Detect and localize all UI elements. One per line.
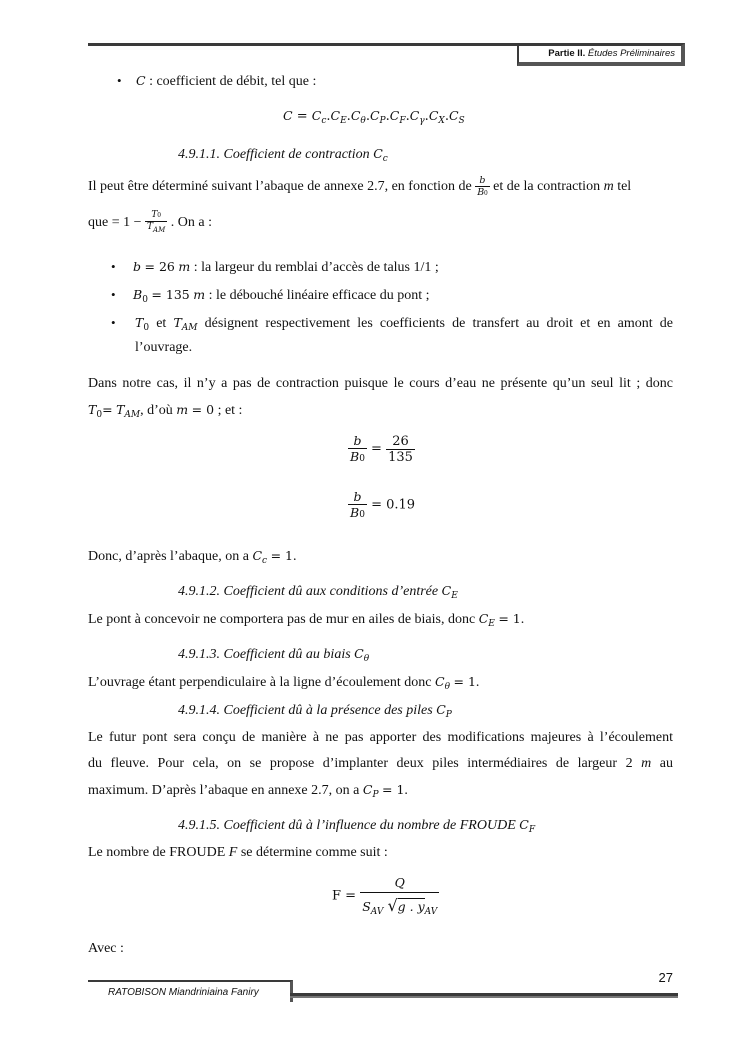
header-title: Études Préliminaires <box>587 48 675 59</box>
s1-para3-line2: $T_0= T_{AM}$, d’où m = 0 ; et : <box>88 402 243 420</box>
intro-bullet: C : coefficient de débit, tel que : <box>136 73 317 89</box>
header-tab: Partie II. Études Préliminaires <box>517 43 685 66</box>
heading-4-9-1-2: 4.9.1.2. Coefficient dû aux conditions d’entrée $C_E$ <box>178 583 458 601</box>
s5-text: Le nombre de FROUDE F se détermine comme suit : <box>88 845 388 860</box>
s1-para1: Il peut être déterminé suivant l’abaque de annexe 2.7, en fonction de $\frac{b}{B0}$ et de la contraction m tel <box>88 175 632 198</box>
bullet-dot: • <box>111 315 116 330</box>
s2-text: Le pont à concevoir ne comportera pas de mur en ailes de biais, donc $C_E = 1$. <box>88 611 525 629</box>
heading-4-9-1-5: 4.9.1.5. Coefficient dû à l’influence du nombre de FROUDE $C_F$ <box>178 817 536 835</box>
footer-rule <box>290 993 678 998</box>
formula-c: $C = C_c.C_E.C_\theta.C_P.C_F.C_\gamma.C_X.C_S$ <box>283 108 465 126</box>
bullet-b0: $B_0 = 135$ m : le débouché linéaire efficace du pont ; <box>133 287 430 305</box>
heading-4-9-1-4: 4.9.1.4. Coefficient dû à la présence des piles $C_P$ <box>178 702 452 720</box>
bullet-dot: • <box>111 287 116 302</box>
avec-label: Avec : <box>88 941 124 956</box>
s4-line3: maximum. D’après l’abaque en annexe 2.7, on a $C_P = 1$. <box>88 782 408 800</box>
heading-4-9-1-1: 4.9.1.1. Coefficient de contraction $C_c$ <box>178 146 388 164</box>
bullet-dot: • <box>117 73 122 88</box>
s1-para2: que = 1 − $\frac{T0}{T_{AM}}$ . On a : <box>88 210 212 234</box>
header-part: Partie II <box>548 48 583 59</box>
bullet-t0-cont: l’ouvrage. <box>135 340 193 355</box>
footer-author: RATOBISON Miandriniaina Faniry <box>108 987 259 998</box>
s1-para3-line1: Dans notre cas, il n’y a pas de contraction puisque le cours d’eau ne présente qu’un seul lit ; donc <box>88 376 673 391</box>
equation-ratio: $\frac{b}{B0}$ = $\frac{26}{135}$ <box>350 433 413 465</box>
bullet-dot: • <box>111 259 116 274</box>
s3-text: L’ouvrage étant perpendiculaire à la ligne d’écoulement donc $C_\theta = 1$. <box>88 674 480 692</box>
formula-froude: F = $\frac{Q}{S_{AV} √g . y_{AV}}$ <box>332 875 438 917</box>
s4-line1: Le futur pont sera conçu de manière à ne pas apporter des modifications majeures à l’écoulement <box>88 730 673 745</box>
heading-4-9-1-3: 4.9.1.3. Coefficient dû au biais $C_\theta$ <box>178 646 370 664</box>
bullet-b: b = 26 m : la largeur du remblai d’accès de talus 1/1 ; <box>133 259 439 275</box>
bullet-t0: $T_0$ et $T_{AM}$ désignent respectivement les coefficients de transfert au droit et en amont de <box>135 315 673 333</box>
equation-ratio-value: $\frac{b}{B0}$ = 0.19 <box>350 489 416 520</box>
s4-line2: du fleuve. Pour cela, on se propose d’implanter deux piles intermédiaires de largeur 2 m au <box>88 756 674 771</box>
page-number: 27 <box>658 970 673 985</box>
s1-conclusion: Donc, d’après l’abaque, on a $C_c = 1$. <box>88 548 297 566</box>
